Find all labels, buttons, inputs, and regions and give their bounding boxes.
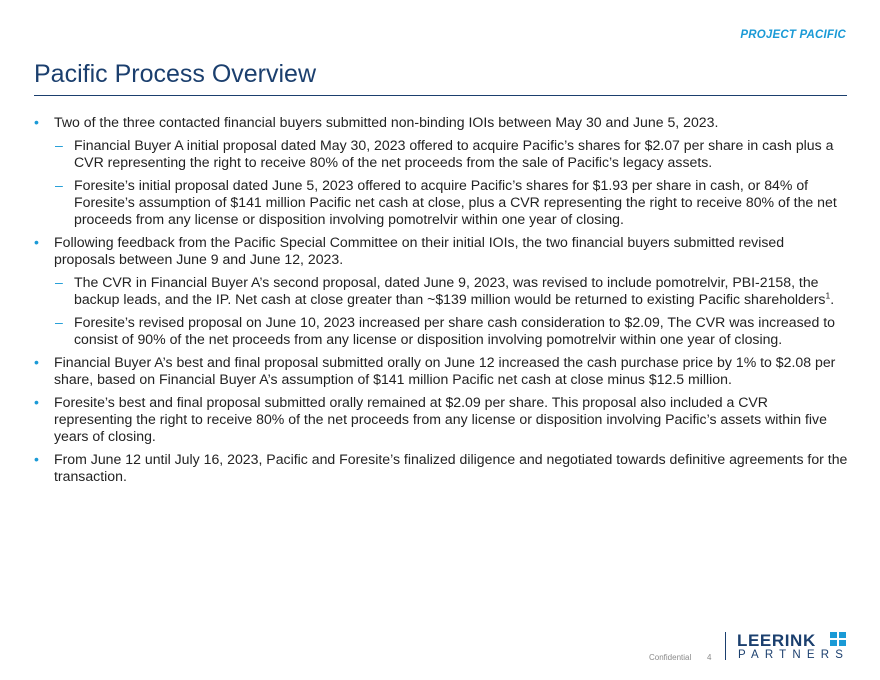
bullet-item [34,354,849,388]
bullet-text: Foresite’s revised proposal on June 10, 2023 increased per share cash consideration to $2.09, The CVR was increased to consist of 90% of the net proceeds from any license or disposition involving pomotrelvir within one year of closing. [74,314,835,347]
page-number: 4 [707,653,712,662]
dash-icon: – [55,177,63,193]
bullet-text: From June 12 until July 16, 2023, Pacific and Foresite’s finalized diligence and negotiated towards definitive agreements for the transaction. [54,451,848,484]
sub-bullet-item [34,274,849,308]
bullet-text: Following feedback from the Pacific Special Committee on their initial IOIs, the two financial buyers submitted revised proposals between June 9 and June 12, 2023. [54,234,785,267]
bullet-list [34,114,849,491]
footer-divider [725,632,726,660]
bullet-dot-icon: • [34,234,39,250]
title-divider [34,95,847,96]
bullet-text: Foresite’s best and final proposal submitted orally remained at $2.09 per share. This proposal also included a CVR representing the right to receive 80% of the net proceeds from any license or disposition involving Pacific’s assets within five years of closing. [54,394,827,444]
bullet-dot-icon: • [34,114,39,130]
bullet-dot-icon: • [34,451,39,467]
bullet-text: Foresite’s initial proposal dated June 5, 2023 offered to acquire Pacific’s shares for $1.93 per share in cash, or 84% of Foresite’s assumption of $141 million Pacific net cash at close, plus a CVR representing the right to receive 80% of the net proceeds from any license or disposition involving pomotrelvir within one year of closing. [74,177,837,227]
sub-bullet-item [34,137,849,171]
bullet-item [34,234,849,268]
bullet-item [34,451,849,485]
footnote-marker: 1 [825,290,831,301]
confidential-label: Confidential [649,653,692,662]
bullet-item [34,114,849,131]
bullet-text: Two of the three contacted financial buyers submitted non-binding IOIs between May 30 and June 5, 2023. [54,114,719,130]
sub-bullet-item [34,314,849,348]
bullet-text: The CVR in Financial Buyer A’s second proposal, dated June 9, 2023, was revised to include pomotrelvir, PBI-2158, the backup leads, and the IP. Net cash at close greater than ~$139 million would be returned to existing Pacific shareholders [74,274,826,307]
logo-wordmark-top: LEERINK [737,631,816,650]
dash-icon: – [55,314,63,330]
bullet-text: Financial Buyer A initial proposal dated May 30, 2023 offered to acquire Pacific’s shares for $2.07 per share in cash plus a CVR representing the right to receive 80% of the net proceeds from the sale of Pacific’s legacy assets. [74,137,834,170]
project-tag: PROJECT PACIFIC [740,29,846,41]
page-title: Pacific Process Overview [34,60,317,88]
bullet-text: Financial Buyer A’s best and final proposal submitted orally on June 12 increased the cash purchase price by 1% to $2.08 per share, based on Financial Buyer A’s assumption of $141 million Pacific net cash at close minus $12.5 million. [54,354,836,387]
logo-wordmark-bottom: PARTNERS [738,649,850,661]
leerink-partners-logo [737,631,849,663]
sub-bullet-item [34,177,849,228]
bullet-dot-icon: • [34,354,39,370]
bullet-text-end: . [830,291,835,307]
bullet-dot-icon: • [34,394,39,410]
dash-icon: – [55,137,63,153]
dash-icon: – [55,274,63,290]
logo-squares-icon [830,632,847,647]
bullet-item [34,394,849,445]
